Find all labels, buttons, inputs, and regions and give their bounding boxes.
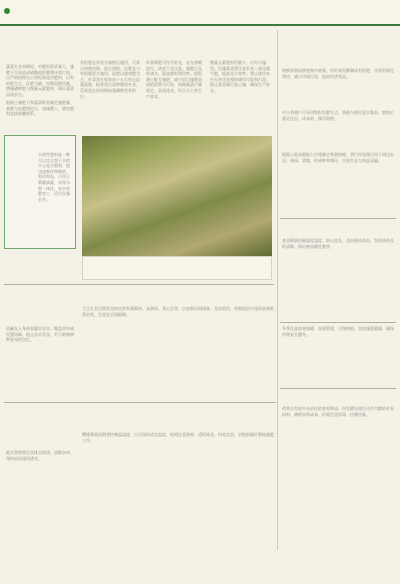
- main-article-col-4: 微量元素肥料用量少，应均匀施用。设施蔬菜要注意补充二氧化碳气肥，提高光合效率。禁止使用未经无害化处理的城市垃圾和污泥，防止重金属污染土壤，确保生产安全。: [210, 60, 270, 93]
- right-text-2: 中小养殖户可采用堆积发酵方式，粪便与秸秆混合堆沤，腐熟后就近还田，成本低，操作简便。: [282, 110, 394, 121]
- field-photo: [82, 136, 272, 256]
- rule-low: [4, 402, 276, 403]
- right-text-1: 规模养殖场粪便集中收集，经好氧发酵制成有机肥，实现资源化利用，减少环境污染，提高经济效益。: [282, 68, 394, 79]
- page-header: [0, 0, 400, 26]
- left-bottom-text: 地头管理要注意排水防涝，清除杂草，保持苗床通风透光。: [6, 450, 74, 461]
- chicken-text: 鸡粪含有较多未消化的营养物质，经发酵处理后可作为鹅的补充饲料，降低饲养成本，但需注意消毒，控制用量。: [282, 406, 394, 417]
- main-article-col-3: 叶面喷肥可作为补充，宜在傍晚进行，浓度不宜过高。施肥后及时浇水，提高肥料利用率。提倡测土配方施肥，减少盲目施肥造成的浪费与污染，保障蔬菜产量稳定，品质优良，符合无公害生产要求。: [146, 60, 202, 99]
- main-article-col-1b: 根据土壤肥力和蔬菜种类确定施肥量，基肥与追肥相结合，深施覆土，避免肥料直接接触根系。: [6, 100, 74, 117]
- right-rule-3: [280, 388, 396, 389]
- photo-caption: [86, 258, 268, 272]
- seedling-text: 苗圃在入冬前要灌足冻水，覆盖草帘或设置风障，防止苗木受冻，对不耐寒树种要及时包扎。: [6, 326, 74, 343]
- main-article-col-1: 蔬菜生长周期短，对肥料需求量大，施肥不当易造成硝酸盐积累和环境污染，应严格按照无公害标准选用肥料，以有机肥为主，化肥为辅，控制氮肥用量，增施磷钾肥与微量元素肥料，保证蔬菜品质安全。: [6, 64, 74, 97]
- left-feature-text: 水溶性肥料是一种可以完全溶于水的多元复合肥料，能迅速被作物吸收，利用率高，可用于喷灌滴灌，实现水肥一体化，省水省肥省工，适合设施农业。: [38, 152, 70, 202]
- cherry-text: 樱桃番茄苗期要控制温湿度，白天保持适宜温度，夜间注意防寒，适时炼苗，培育壮苗，定植前做好整地施肥工作。: [82, 432, 274, 443]
- right-text-3: 根据土地承载能力合理确定养殖规模，粪污经处理后用于周边农田、果园、菜地，形成种养循环，实现生态与效益双赢。: [282, 152, 394, 163]
- right-rule-1: [280, 218, 396, 219]
- disease-text: 大豆生长后期常见病虫害有霜霉病、灰斑病、食心虫等，应加强田间调查，及时防治，药剂防治应选择高效低毒农药，注意安全间隔期。: [82, 306, 274, 317]
- right-rule-2: [280, 322, 396, 323]
- section-dot-icon: [4, 8, 10, 14]
- right-text-4: 冬季注意防寒保暖，加强管理，合理密植，及时施肥灌溉，确保作物安全越冬。: [282, 326, 394, 337]
- column-divider: [277, 30, 278, 550]
- rule-mid: [4, 284, 274, 285]
- rice-text: 育苗期要控制温度湿度，防止徒长，及时通风炼苗，发现病苗及时清除，保证秧苗健壮整齐。: [282, 238, 394, 249]
- main-article-col-2: 有机肥必须充分腐熟后施用，可杀灭病菌虫卵，防止烧根。化肥宜与有机肥混合施用，追肥以速效肥为主，叶菜类在收获前十五天停止追施氮肥，根茎类注意钾肥的补充，瓜果类在结果期加强磷钾营养供应。: [80, 60, 140, 99]
